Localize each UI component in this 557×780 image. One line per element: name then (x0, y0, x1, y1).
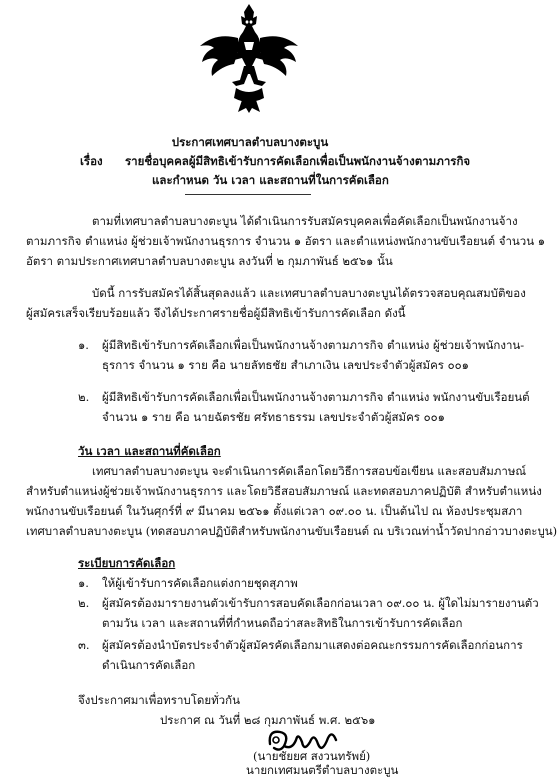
rule-line-1: ผู้สมัครต้องมารายงานตัวเข้ารับการสอบคัดเลือกก่อนเวลา ๐๙.๐๐ น. ผู้ใดไม่มารายงานตัว (102, 596, 539, 610)
schedule-line-3: พนักงานขับเรือยนต์ ในวันศุกร์ที่ ๙ มีนาคม ๒๕๖๑ ตั้งแต่เวลา ๐๙.๐๐ น. เป็นต้นไป ณ ห้องประชุมสภา (26, 504, 523, 518)
closing-announce: จึงประกาศมาเพื่อทราบโดยทั่วกัน (78, 693, 240, 707)
signer-name: (นายชัยยศ สงวนทรัพย์) (253, 749, 371, 763)
subject-label: เรื่อง (80, 154, 103, 168)
garuda-emblem-icon (196, 2, 302, 114)
announcement-date: ประกาศ ณ วันที่ ๒๘ กุมภาพันธ์ พ.ศ. ๒๕๖๑ (160, 713, 376, 727)
schedule-line-2: สำหรับตำแหน่งผู้ช่วยเจ้าพนักงานธุรการ และโดยวิธีสอบสัมภาษณ์ และทดสอบภาคปฏิบัติ สำหรับตำแหน่ง (26, 484, 542, 498)
list-item-line-2: ธุรการ จำนวน ๑ ราย คือ นายลัทธชัย สำเภาเงิน เลขประจำตัวผู้สมัคร ๐๐๑ (102, 358, 469, 372)
intro-line-2: ตามภารกิจ ตำแหน่ง ผู้ช่วยเจ้าพนักงานธุรการ จำนวน ๑ อัตรา และตำแหน่งพนักงานขับเรือยนต์ จำนวน ๑ (26, 234, 546, 248)
subject-line-2: และกำหนด วัน เวลา และสถานที่ในการคัดเลือก (152, 173, 389, 187)
announcement-title: ประกาศเทศบาลตำบลบางตะบูน (171, 135, 329, 149)
list-item-number: ๑. (78, 338, 89, 352)
rule-line-1: ให้ผู้เข้ารับการคัดเลือกแต่งกายชุดสุภาพ (102, 576, 298, 590)
list-item-line-1: ผู้มีสิทธิเข้ารับการคัดเลือกเพื่อเป็นพนักงานจ้างตามภารกิจ ตำแหน่ง พนักงานขับเรือยนต์ (102, 390, 530, 404)
rule-line-2: ตามวัน เวลา และสถานที่ที่กำหนดถือว่าสละสิทธิในการเข้ารับการคัดเลือก (102, 616, 463, 630)
para2-line-2: ผู้สมัครเสร็จเรียบร้อยแล้ว จึงได้ประกาศรายชื่อผู้มีสิทธิเข้ารับการคัดเลือก ดังนี้ (26, 306, 406, 320)
rule-number: ๒. (78, 596, 90, 610)
subject-line-1: รายชื่อบุคคลผู้มีสิทธิเข้ารับการคัดเลือกเพื่อเป็นพนักงานจ้างตามภารกิจ (125, 154, 471, 168)
signer-title: นายกเทศมนตรีตำบลบางตะบูน (246, 763, 399, 777)
schedule-line-1: เทศบาลตำบลบางตะบูน จะดำเนินการคัดเลือกโดยวิธีการสอบข้อเขียน และสอบสัมภาษณ์ (92, 464, 527, 478)
intro-line-1: ตามที่เทศบาลตำบลบางตะบูน ได้ดำเนินการรับสมัครบุคคลเพื่อคัดเลือกเป็นพนักงานจ้าง (92, 214, 518, 228)
rules-heading: ระเบียบการคัดเลือก (78, 556, 176, 570)
rule-number: ๑. (78, 576, 89, 590)
list-item-number: ๒. (78, 390, 90, 404)
schedule-heading: วัน เวลา และสถานที่คัดเลือก (78, 444, 221, 458)
list-item-line-2: จำนวน ๑ ราย คือ นายฉัตรชัย ศรัทธาธรรม เลขประจำตัวผู้สมัคร ๐๐๑ (102, 410, 445, 424)
rule-line-2: ดำเนินการคัดเลือก (102, 658, 196, 672)
rule-number: ๓. (78, 638, 90, 652)
schedule-line-4: เทศบาลตำบลบางตะบูน (ทดสอบภาคปฏิบัติสำหรับพนักงานขับเรือยนต์ ณ บริเวณท่าน้ำวัดปากอ่าวบางตะบูน) (26, 524, 557, 538)
list-item-line-1: ผู้มีสิทธิเข้ารับการคัดเลือกเพื่อเป็นพนักงานจ้างตามภารกิจ ตำแหน่ง ผู้ช่วยเจ้าพนักงาน- (102, 338, 525, 352)
intro-line-3: อัตรา ตามประกาศเทศบาลตำบลบางตะบูน ลงวันที่ ๒ กุมภาพันธ์ ๒๕๖๑ นั้น (26, 254, 393, 268)
para2-line-1: บัดนี้ การรับสมัครได้สิ้นสุดลงแล้ว และเทศบาลตำบลบางตะบูนได้ตรวจสอบคุณสมบัติของ (92, 286, 526, 300)
header-divider (185, 194, 311, 195)
rule-line-1: ผู้สมัครต้องนำบัตรประจำตัวผู้สมัครคัดเลือกมาแสดงต่อคณะกรรมการคัดเลือกก่อนการ (102, 638, 523, 652)
